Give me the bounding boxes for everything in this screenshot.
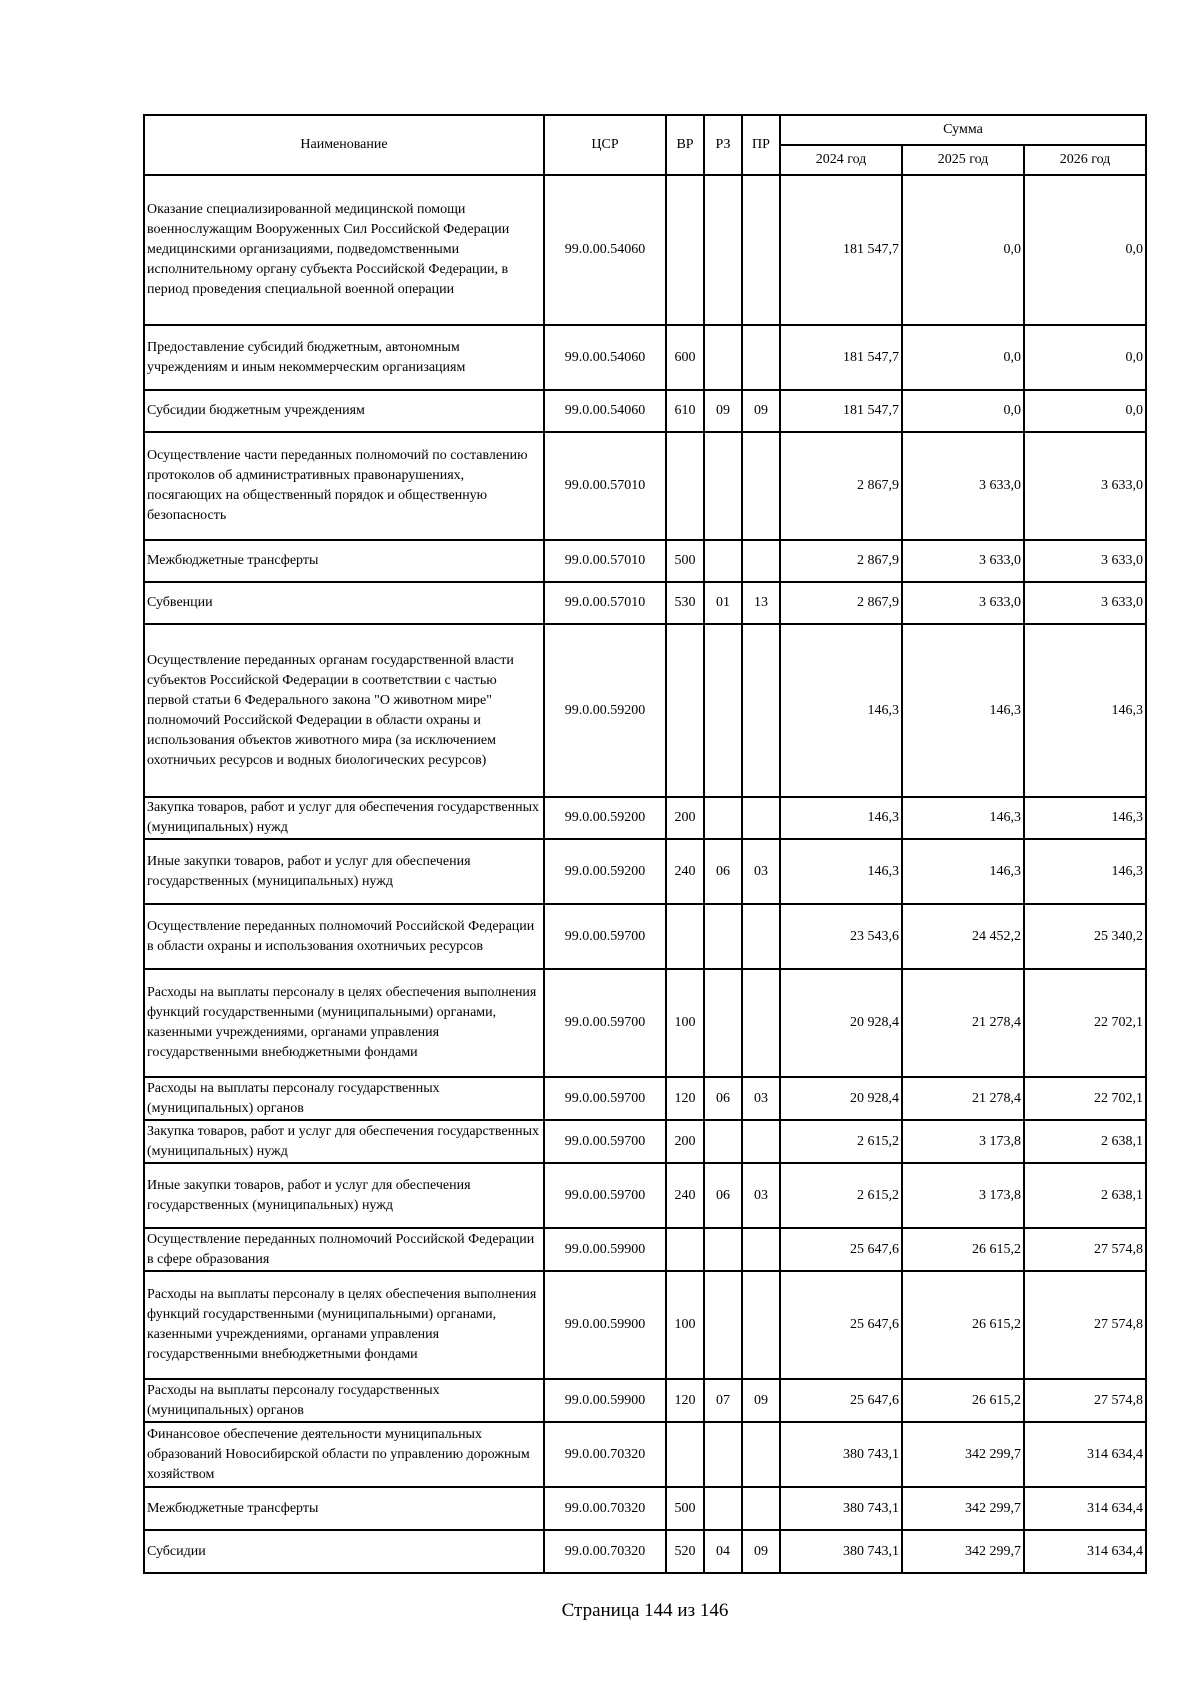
cell-sum-2026: 0,0 bbox=[1024, 175, 1146, 325]
header-sum: Сумма bbox=[780, 115, 1146, 145]
cell-sum-2025: 3 173,8 bbox=[902, 1163, 1024, 1228]
cell-csr: 99.0.00.59900 bbox=[544, 1271, 666, 1379]
cell-rz: 06 bbox=[704, 839, 742, 904]
cell-vr bbox=[666, 1422, 704, 1487]
cell-csr: 99.0.00.54060 bbox=[544, 175, 666, 325]
cell-csr: 99.0.00.59700 bbox=[544, 904, 666, 969]
cell-vr: 520 bbox=[666, 1530, 704, 1573]
cell-sum-2024: 181 547,7 bbox=[780, 325, 902, 390]
cell-rz bbox=[704, 969, 742, 1077]
cell-pr: 09 bbox=[742, 1530, 780, 1573]
cell-pr bbox=[742, 325, 780, 390]
table-row bbox=[144, 1487, 1146, 1530]
cell-pr bbox=[742, 969, 780, 1077]
cell-csr: 99.0.00.54060 bbox=[544, 390, 666, 432]
cell-sum-2025: 26 615,2 bbox=[902, 1228, 1024, 1271]
cell-vr: 240 bbox=[666, 839, 704, 904]
cell-pr: 09 bbox=[742, 390, 780, 432]
cell-sum-2024: 20 928,4 bbox=[780, 969, 902, 1077]
table-row bbox=[144, 1530, 1146, 1573]
budget-table bbox=[143, 114, 1147, 1574]
page-number: Страница 144 из 146 bbox=[561, 1600, 729, 1621]
cell-csr: 99.0.00.70320 bbox=[544, 1422, 666, 1487]
cell-csr: 99.0.00.59200 bbox=[544, 624, 666, 797]
table-row bbox=[144, 797, 1146, 839]
table-row bbox=[144, 1120, 1146, 1163]
table-row bbox=[144, 325, 1146, 390]
cell-csr: 99.0.00.57010 bbox=[544, 582, 666, 624]
cell-vr bbox=[666, 624, 704, 797]
header-name: Наименование bbox=[144, 115, 544, 175]
cell-sum-2026: 2 638,1 bbox=[1024, 1163, 1146, 1228]
cell-pr bbox=[742, 432, 780, 540]
cell-sum-2026: 27 574,8 bbox=[1024, 1271, 1146, 1379]
cell-sum-2024: 25 647,6 bbox=[780, 1271, 902, 1379]
cell-sum-2025: 342 299,7 bbox=[902, 1530, 1024, 1573]
cell-sum-2024: 20 928,4 bbox=[780, 1077, 902, 1120]
cell-sum-2024: 146,3 bbox=[780, 797, 902, 839]
cell-sum-2024: 380 743,1 bbox=[780, 1422, 902, 1487]
cell-pr: 03 bbox=[742, 1077, 780, 1120]
cell-pr bbox=[742, 797, 780, 839]
cell-pr: 03 bbox=[742, 1163, 780, 1228]
cell-sum-2026: 146,3 bbox=[1024, 624, 1146, 797]
cell-name: Субвенции bbox=[144, 582, 544, 624]
cell-pr bbox=[742, 904, 780, 969]
cell-vr: 500 bbox=[666, 540, 704, 582]
cell-sum-2025: 26 615,2 bbox=[902, 1379, 1024, 1422]
cell-sum-2024: 2 867,9 bbox=[780, 432, 902, 540]
table-row bbox=[144, 904, 1146, 969]
cell-rz: 04 bbox=[704, 1530, 742, 1573]
cell-rz: 09 bbox=[704, 390, 742, 432]
cell-name: Предоставление субсидий бюджетным, автономным учреждениям и иным некоммерческим организациям bbox=[144, 325, 544, 390]
table-row bbox=[144, 1422, 1146, 1487]
cell-sum-2026: 0,0 bbox=[1024, 325, 1146, 390]
cell-pr bbox=[742, 175, 780, 325]
cell-name: Межбюджетные трансферты bbox=[144, 540, 544, 582]
cell-sum-2026: 146,3 bbox=[1024, 797, 1146, 839]
header-rz: РЗ bbox=[704, 115, 742, 175]
cell-rz: 06 bbox=[704, 1163, 742, 1228]
cell-csr: 99.0.00.59700 bbox=[544, 1163, 666, 1228]
cell-name: Финансовое обеспечение деятельности муниципальных образований Новосибирской области по управлению дорожным хозяйством bbox=[144, 1422, 544, 1487]
cell-vr: 100 bbox=[666, 1271, 704, 1379]
table-body bbox=[144, 175, 1146, 1573]
cell-name: Расходы на выплаты персоналу в целях обеспечения выполнения функций государственными (муниципальными) органами, казенными учреждениями, органами управления государственными внебюджетными фондами bbox=[144, 1271, 544, 1379]
cell-vr: 530 bbox=[666, 582, 704, 624]
header-year-2024: 2024 год bbox=[780, 145, 902, 175]
cell-rz bbox=[704, 540, 742, 582]
cell-sum-2024: 2 867,9 bbox=[780, 540, 902, 582]
cell-sum-2026: 0,0 bbox=[1024, 390, 1146, 432]
cell-pr bbox=[742, 1487, 780, 1530]
cell-sum-2025: 0,0 bbox=[902, 390, 1024, 432]
table-row bbox=[144, 1271, 1146, 1379]
cell-vr: 200 bbox=[666, 1120, 704, 1163]
cell-vr: 600 bbox=[666, 325, 704, 390]
cell-sum-2025: 146,3 bbox=[902, 797, 1024, 839]
cell-name: Осуществление части переданных полномочий по составлению протоколов об административных правонарушениях, посягающих на общественный порядок и общественную безопасность bbox=[144, 432, 544, 540]
table-row bbox=[144, 175, 1146, 325]
cell-rz bbox=[704, 904, 742, 969]
cell-vr: 120 bbox=[666, 1379, 704, 1422]
cell-vr: 610 bbox=[666, 390, 704, 432]
cell-pr: 03 bbox=[742, 839, 780, 904]
cell-name: Расходы на выплаты персоналу государственных (муниципальных) органов bbox=[144, 1379, 544, 1422]
cell-csr: 99.0.00.54060 bbox=[544, 325, 666, 390]
cell-sum-2025: 0,0 bbox=[902, 175, 1024, 325]
cell-sum-2026: 27 574,8 bbox=[1024, 1228, 1146, 1271]
cell-csr: 99.0.00.57010 bbox=[544, 432, 666, 540]
table-row bbox=[144, 1163, 1146, 1228]
cell-rz bbox=[704, 432, 742, 540]
cell-name: Осуществление переданных органам государственной власти субъектов Российской Федерации в соответствии с частью первой статьи 6 Федерального закона "О животном мире" полномочий Российской Федерации в области охраны и использования объектов животного мира (за исключением охотничьих ресурсов и водных биологических ресурсов) bbox=[144, 624, 544, 797]
cell-sum-2026: 3 633,0 bbox=[1024, 582, 1146, 624]
header-vr: ВР bbox=[666, 115, 704, 175]
cell-sum-2025: 342 299,7 bbox=[902, 1487, 1024, 1530]
cell-sum-2024: 2 615,2 bbox=[780, 1163, 902, 1228]
cell-csr: 99.0.00.59900 bbox=[544, 1228, 666, 1271]
cell-name: Закупка товаров, работ и услуг для обеспечения государственных (муниципальных) нужд bbox=[144, 797, 544, 839]
cell-pr bbox=[742, 1120, 780, 1163]
cell-sum-2024: 23 543,6 bbox=[780, 904, 902, 969]
cell-name: Иные закупки товаров, работ и услуг для обеспечения государственных (муниципальных) нужд bbox=[144, 839, 544, 904]
cell-sum-2024: 146,3 bbox=[780, 839, 902, 904]
cell-sum-2024: 181 547,7 bbox=[780, 175, 902, 325]
cell-sum-2026: 2 638,1 bbox=[1024, 1120, 1146, 1163]
table-row bbox=[144, 432, 1146, 540]
cell-rz bbox=[704, 624, 742, 797]
cell-rz bbox=[704, 1487, 742, 1530]
cell-name: Межбюджетные трансферты bbox=[144, 1487, 544, 1530]
cell-sum-2025: 0,0 bbox=[902, 325, 1024, 390]
cell-name: Осуществление переданных полномочий Российской Федерации в сфере образования bbox=[144, 1228, 544, 1271]
table-row bbox=[144, 624, 1146, 797]
cell-sum-2024: 2 615,2 bbox=[780, 1120, 902, 1163]
cell-sum-2025: 3 633,0 bbox=[902, 432, 1024, 540]
cell-vr: 240 bbox=[666, 1163, 704, 1228]
cell-pr bbox=[742, 1271, 780, 1379]
cell-name: Субсидии bbox=[144, 1530, 544, 1573]
cell-pr bbox=[742, 540, 780, 582]
header-csr: ЦСР bbox=[544, 115, 666, 175]
cell-sum-2026: 27 574,8 bbox=[1024, 1379, 1146, 1422]
cell-vr bbox=[666, 1228, 704, 1271]
cell-sum-2025: 342 299,7 bbox=[902, 1422, 1024, 1487]
cell-sum-2026: 25 340,2 bbox=[1024, 904, 1146, 969]
cell-sum-2025: 21 278,4 bbox=[902, 969, 1024, 1077]
cell-name: Расходы на выплаты персоналу в целях обеспечения выполнения функций государственными (муниципальными) органами, казенными учреждениями, органами управления государственными внебюджетными фондами bbox=[144, 969, 544, 1077]
table-row bbox=[144, 1228, 1146, 1271]
cell-csr: 99.0.00.59700 bbox=[544, 969, 666, 1077]
cell-vr bbox=[666, 175, 704, 325]
cell-name: Закупка товаров, работ и услуг для обеспечения государственных (муниципальных) нужд bbox=[144, 1120, 544, 1163]
header-row-top bbox=[144, 115, 1146, 145]
cell-name: Иные закупки товаров, работ и услуг для обеспечения государственных (муниципальных) нужд bbox=[144, 1163, 544, 1228]
table-row bbox=[144, 540, 1146, 582]
header-year-2026: 2026 год bbox=[1024, 145, 1146, 175]
cell-rz: 07 bbox=[704, 1379, 742, 1422]
cell-sum-2024: 181 547,7 bbox=[780, 390, 902, 432]
cell-sum-2026: 3 633,0 bbox=[1024, 432, 1146, 540]
cell-name: Осуществление переданных полномочий Российской Федерации в области охраны и использования охотничьих ресурсов bbox=[144, 904, 544, 969]
cell-sum-2024: 380 743,1 bbox=[780, 1487, 902, 1530]
cell-vr: 120 bbox=[666, 1077, 704, 1120]
cell-sum-2025: 3 633,0 bbox=[902, 582, 1024, 624]
cell-sum-2024: 380 743,1 bbox=[780, 1530, 902, 1573]
cell-rz: 01 bbox=[704, 582, 742, 624]
cell-vr bbox=[666, 432, 704, 540]
cell-csr: 99.0.00.59200 bbox=[544, 797, 666, 839]
cell-sum-2025: 26 615,2 bbox=[902, 1271, 1024, 1379]
cell-rz: 06 bbox=[704, 1077, 742, 1120]
cell-sum-2026: 314 634,4 bbox=[1024, 1422, 1146, 1487]
table-row bbox=[144, 1077, 1146, 1120]
cell-csr: 99.0.00.70320 bbox=[544, 1530, 666, 1573]
cell-sum-2025: 3 173,8 bbox=[902, 1120, 1024, 1163]
header-year-2025: 2025 год bbox=[902, 145, 1024, 175]
cell-sum-2025: 146,3 bbox=[902, 839, 1024, 904]
cell-sum-2025: 146,3 bbox=[902, 624, 1024, 797]
cell-sum-2025: 3 633,0 bbox=[902, 540, 1024, 582]
cell-rz bbox=[704, 797, 742, 839]
table-row bbox=[144, 582, 1146, 624]
cell-name: Субсидии бюджетным учреждениям bbox=[144, 390, 544, 432]
cell-vr bbox=[666, 904, 704, 969]
cell-sum-2026: 314 634,4 bbox=[1024, 1487, 1146, 1530]
cell-vr: 100 bbox=[666, 969, 704, 1077]
cell-name: Оказание специализированной медицинской помощи военнослужащим Вооруженных Сил Российской Федерации медицинскими организациями, подведомственными исполнительному органу субъекта Российской Федерации, в период проведения специальной военной операции bbox=[144, 175, 544, 325]
cell-csr: 99.0.00.59200 bbox=[544, 839, 666, 904]
cell-pr bbox=[742, 624, 780, 797]
table-row bbox=[144, 1379, 1146, 1422]
cell-pr bbox=[742, 1422, 780, 1487]
cell-rz bbox=[704, 1271, 742, 1379]
cell-sum-2025: 24 452,2 bbox=[902, 904, 1024, 969]
cell-pr bbox=[742, 1228, 780, 1271]
cell-csr: 99.0.00.59900 bbox=[544, 1379, 666, 1422]
cell-csr: 99.0.00.57010 bbox=[544, 540, 666, 582]
table-row bbox=[144, 390, 1146, 432]
header-pr: ПР bbox=[742, 115, 780, 175]
cell-sum-2026: 22 702,1 bbox=[1024, 969, 1146, 1077]
cell-csr: 99.0.00.59700 bbox=[544, 1077, 666, 1120]
cell-sum-2024: 25 647,6 bbox=[780, 1228, 902, 1271]
cell-name: Расходы на выплаты персоналу государственных (муниципальных) органов bbox=[144, 1077, 544, 1120]
cell-vr: 500 bbox=[666, 1487, 704, 1530]
cell-rz bbox=[704, 1120, 742, 1163]
cell-csr: 99.0.00.59700 bbox=[544, 1120, 666, 1163]
cell-rz bbox=[704, 325, 742, 390]
cell-rz bbox=[704, 1228, 742, 1271]
cell-sum-2025: 21 278,4 bbox=[902, 1077, 1024, 1120]
cell-rz bbox=[704, 1422, 742, 1487]
cell-sum-2024: 25 647,6 bbox=[780, 1379, 902, 1422]
cell-sum-2026: 146,3 bbox=[1024, 839, 1146, 904]
cell-pr: 09 bbox=[742, 1379, 780, 1422]
cell-pr: 13 bbox=[742, 582, 780, 624]
cell-sum-2026: 3 633,0 bbox=[1024, 540, 1146, 582]
table-row bbox=[144, 839, 1146, 904]
cell-vr: 200 bbox=[666, 797, 704, 839]
cell-sum-2024: 146,3 bbox=[780, 624, 902, 797]
table-row bbox=[144, 969, 1146, 1077]
cell-sum-2026: 314 634,4 bbox=[1024, 1530, 1146, 1573]
cell-csr: 99.0.00.70320 bbox=[544, 1487, 666, 1530]
cell-sum-2024: 2 867,9 bbox=[780, 582, 902, 624]
cell-sum-2026: 22 702,1 bbox=[1024, 1077, 1146, 1120]
cell-rz bbox=[704, 175, 742, 325]
